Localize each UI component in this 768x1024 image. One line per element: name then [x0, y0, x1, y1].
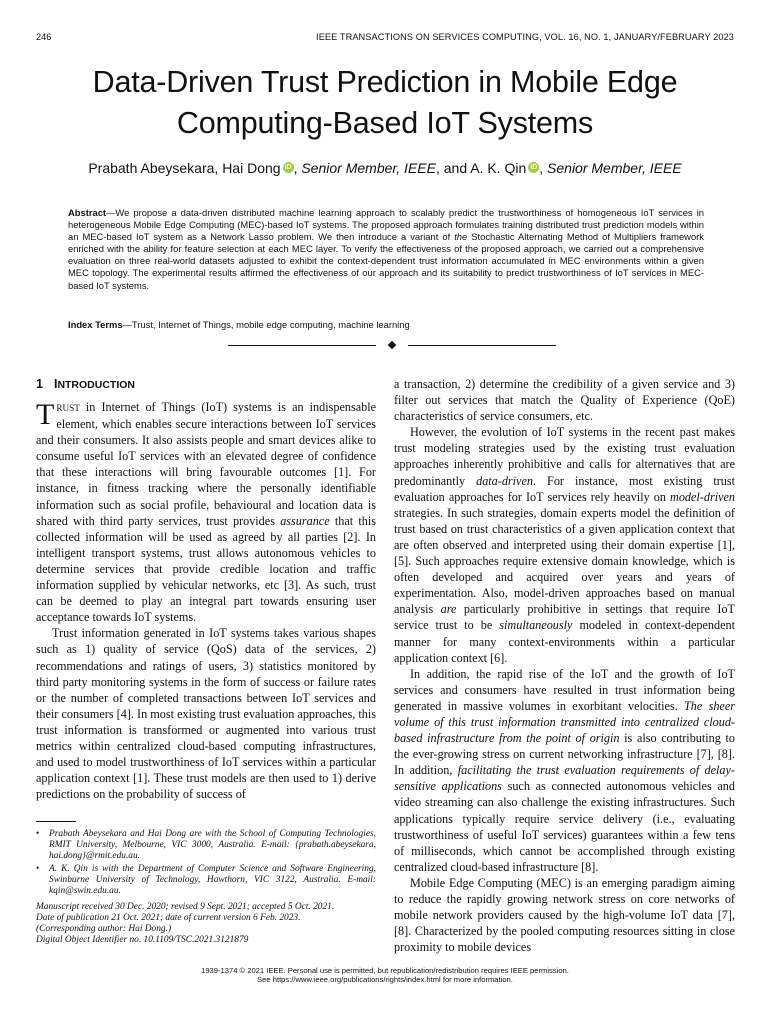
- paragraph-text: . For instance, most existing trust evaluation approaches for IoT services rely heavily on: [394, 473, 736, 504]
- divider-line-right: [408, 345, 556, 346]
- orcid-icon[interactable]: iD: [530, 164, 538, 171]
- small-caps-word: RUST: [56, 403, 80, 413]
- doi-line: Digital Object Identifier no. 10.1109/TSC.2021.3121879: [36, 934, 249, 945]
- section-number: 1: [36, 377, 43, 391]
- emphasis: assurance: [280, 513, 330, 528]
- authors-sep-2: ,: [539, 160, 548, 176]
- copyright-notice: [36, 966, 734, 985]
- paragraph-text: particularly prohibitive in settings that require IoT service trust to be: [394, 602, 735, 633]
- paragraph-text: modeled in context-dependent manner for many context-environments within a particular application context [6].: [394, 618, 735, 665]
- copyright-line-2: See https://www.ieee.org/publications/rights/index.html for more information.: [257, 975, 513, 985]
- history-line: (Corresponding author: Hai Dong.): [36, 923, 172, 934]
- index-terms: [68, 319, 704, 331]
- paragraph-text: However, the evolution of IoT systems in the recent past makes trust modeling strategies used by the existing trust evaluation approaches inherently prohibitive and calls for alternatives that are predominantly: [394, 425, 735, 488]
- paragraph: [394, 666, 735, 875]
- diamond-icon: [388, 341, 396, 349]
- abstract: [68, 207, 704, 292]
- running-head: [36, 32, 734, 46]
- paragraph: Trust information generated in IoT systems takes various shapes such as 1) quality of service (QoS) data of the services, 2) recommendations and ratings of users, 3) statistics monitored by third party monitoring systems in the form of success or failure rates or the number of completed transactions between IoT services and their consumers [4]. In most existing trust evaluation approaches, this trust information is transformed or augmented into various trust metrics within centralized cloud-based computing infrastructures, and used to model trustworthiness of IoT services within a particular application context [1]. These trust models are then used to 1) derive predictions on the probability of success of: [36, 626, 376, 802]
- section-divider: [228, 340, 556, 352]
- abstract-italic: the: [454, 231, 468, 243]
- history-line: Manuscript received 30 Dec. 2020; revised 9 Sept. 2021; accepted 5 Oct. 2021.: [36, 901, 335, 912]
- section-heading: [36, 377, 135, 391]
- divider-line-left: [228, 345, 376, 346]
- emphasis: data-driven: [476, 473, 533, 488]
- footnotes: [36, 829, 376, 946]
- paragraph: a transaction, 2) determine the credibility of a given service and 3) filter out services that match the Quality of Experience (QoE) characteristics of service consumers, etc.: [394, 377, 735, 424]
- affiliation-text: Prabath Abeysekara and Hai Dong are with the School of Computing Technologies, RMIT University, Melbourne, VIC 3000, Australia. E-mail: {prabath.abeysekara, hai.dong}@rmit.edu.au.: [49, 829, 376, 862]
- page-number: 246: [36, 32, 52, 42]
- section-title-rest: NTRODUCTION: [57, 379, 136, 391]
- title-line-2: Computing-Based IoT Systems: [176, 106, 594, 140]
- paragraph-text: that this collected information will be used as agreed by all parties [2]. In intelligent transport systems, trust allows autonomous vehicles to determine services that provide credible location and traffic information supplied by vehicular networks, etc [3]. As such, trust can be deemed to play an integral part towards ensuring user acceptance towards IoT systems.: [36, 513, 376, 625]
- journal-header: IEEE TRANSACTIONS ON SERVICES COMPUTING, VOL. 16, NO. 1, JANUARY/FEBRUARY 2023: [316, 32, 734, 42]
- paragraph-text: in Internet of Things (IoT) systems is an indispensable element, which enables secure interactions between IoT services and their consumers. It also assists people and smart devices alike to consume useful IoT services with an elevated degree of confidence that these interactions will bring favourable outcomes [1]. For instance, in fitness tracking where the personally identifiable information such as social profile, behavioural and location data is shared with third party services, trust provides: [36, 400, 376, 528]
- member-grade-2: Senior Member, IEEE: [547, 160, 682, 176]
- emphasis: model-driven: [670, 489, 735, 504]
- title-line-1: Data-Driven Trust Prediction in Mobile Edge: [92, 65, 678, 99]
- footnote-rule: [36, 821, 76, 822]
- emphasis: facilitating the trust evaluation requirements of delay-sensitive applications: [394, 763, 735, 794]
- manuscript-history: [36, 902, 376, 946]
- paragraph: [394, 424, 735, 665]
- abstract-text-1: —We propose a data-driven distributed machine learning approach to scalably predict the trustworthiness of homogeneous IoT services in heterogeneous Mobile Edge Computing (MEC)-based IoT systems. The proposed approach formulates training distributed trust prediction models within an MEC-based IoT system as a Network Lasso problem. We then introduce a variant of: [68, 207, 704, 243]
- left-column: [36, 399, 376, 802]
- copyright-line-1: 1939-1374 © 2021 IEEE. Personal use is permitted, but republication/redistribution requires IEEE permission.: [201, 966, 569, 975]
- paper-title: [36, 62, 734, 144]
- paragraph-text: In addition, the rapid rise of the IoT and the growth of IoT services and consumers have resulted in trust information being generated in massive volumes in exorbitant velocities.: [394, 666, 735, 713]
- paragraph-text: is also contributing to the ever-growing stress on current networking infrastructure [7], [8]. In addition,: [394, 731, 735, 778]
- paragraph-text: such as connected autonomous vehicles and video streaming can also challenge the existing infrastructures. Such applications typically require service delivery (i.e., evaluating trustworthiness of useful IoT services) guarantees within a few tens of milliseconds, which cannot be accomplished through existing centralized cloud-based infrastructure [8].: [394, 779, 735, 874]
- abstract-text-2: Stochastic Alternating Method of Multipliers framework enriched with the ability for feature selection at each MEC layer. To verify the effectiveness of the proposed approach, we carried out a comprehensive evaluation on three real-world datasets adjusted to exhibit the context-dependent trust information accumulated in MEC environments within a given MEC topology. The experimental results affirmed the effectiveness of our approach and its suitability to predict trustworthiness of IoT services in MEC-based IoT systems.: [68, 231, 704, 291]
- bullet-icon: •: [36, 829, 40, 839]
- bullet-icon: •: [36, 864, 40, 875]
- emphasis: simultaneously: [499, 618, 573, 633]
- affiliation-footnote: [36, 829, 376, 862]
- paragraph-text: strategies. In such strategies, domain experts model the definition of trust based on trust characteristics of a given application context that are often observed and interpreted using their domain expertise [1], [5]. Such approaches require extensive domain knowledge, which is often developed and acquired over years and years of experimentation. Also, model-driven approaches based on manual analysis: [394, 505, 735, 617]
- emphasis: are: [440, 602, 457, 617]
- section-title-initial: I: [53, 377, 58, 391]
- index-terms-label: Index Terms: [68, 319, 123, 330]
- abstract-label: Abstract: [68, 207, 107, 218]
- author-list: [36, 160, 734, 176]
- member-grade-1: Senior Member, IEEE: [301, 160, 436, 176]
- authors-part-1: Prabath Abeysekara, Hai Dong: [88, 160, 281, 176]
- emphasis: The sheer volume of this trust information transmitted into centralized cloud-based infrastructure from the point of origin: [394, 698, 735, 746]
- paragraph: Mobile Edge Computing (MEC) is an emerging paradigm aiming to reduce the rapidly growing network stress on core networks of mobile network providers caused by the high-volume IoT data [7], [8]. Characterized by the pooled computing resources sitting in close proximity to mobile devices: [394, 875, 735, 955]
- affiliation-text: A. K. Qin is with the Department of Computer Science and Software Engineering, Swinburne University of Technology, Hawthorn, VIC 3122, Australia. E-mail: kqin@swin.edu.au.: [49, 864, 376, 897]
- affiliation-footnote: [36, 864, 376, 897]
- right-column: [394, 376, 735, 955]
- orcid-icon[interactable]: iD: [284, 164, 292, 171]
- paragraph: [36, 399, 376, 625]
- drop-cap: T: [36, 398, 55, 431]
- authors-part-2: , and A. K. Qin: [435, 160, 527, 176]
- history-line: Date of publication 21 Oct. 2021; date of current version 6 Feb. 2023.: [36, 912, 301, 923]
- authors-sep-1: ,: [293, 160, 302, 176]
- index-terms-text: —Trust, Internet of Things, mobile edge computing, machine learning: [122, 319, 410, 330]
